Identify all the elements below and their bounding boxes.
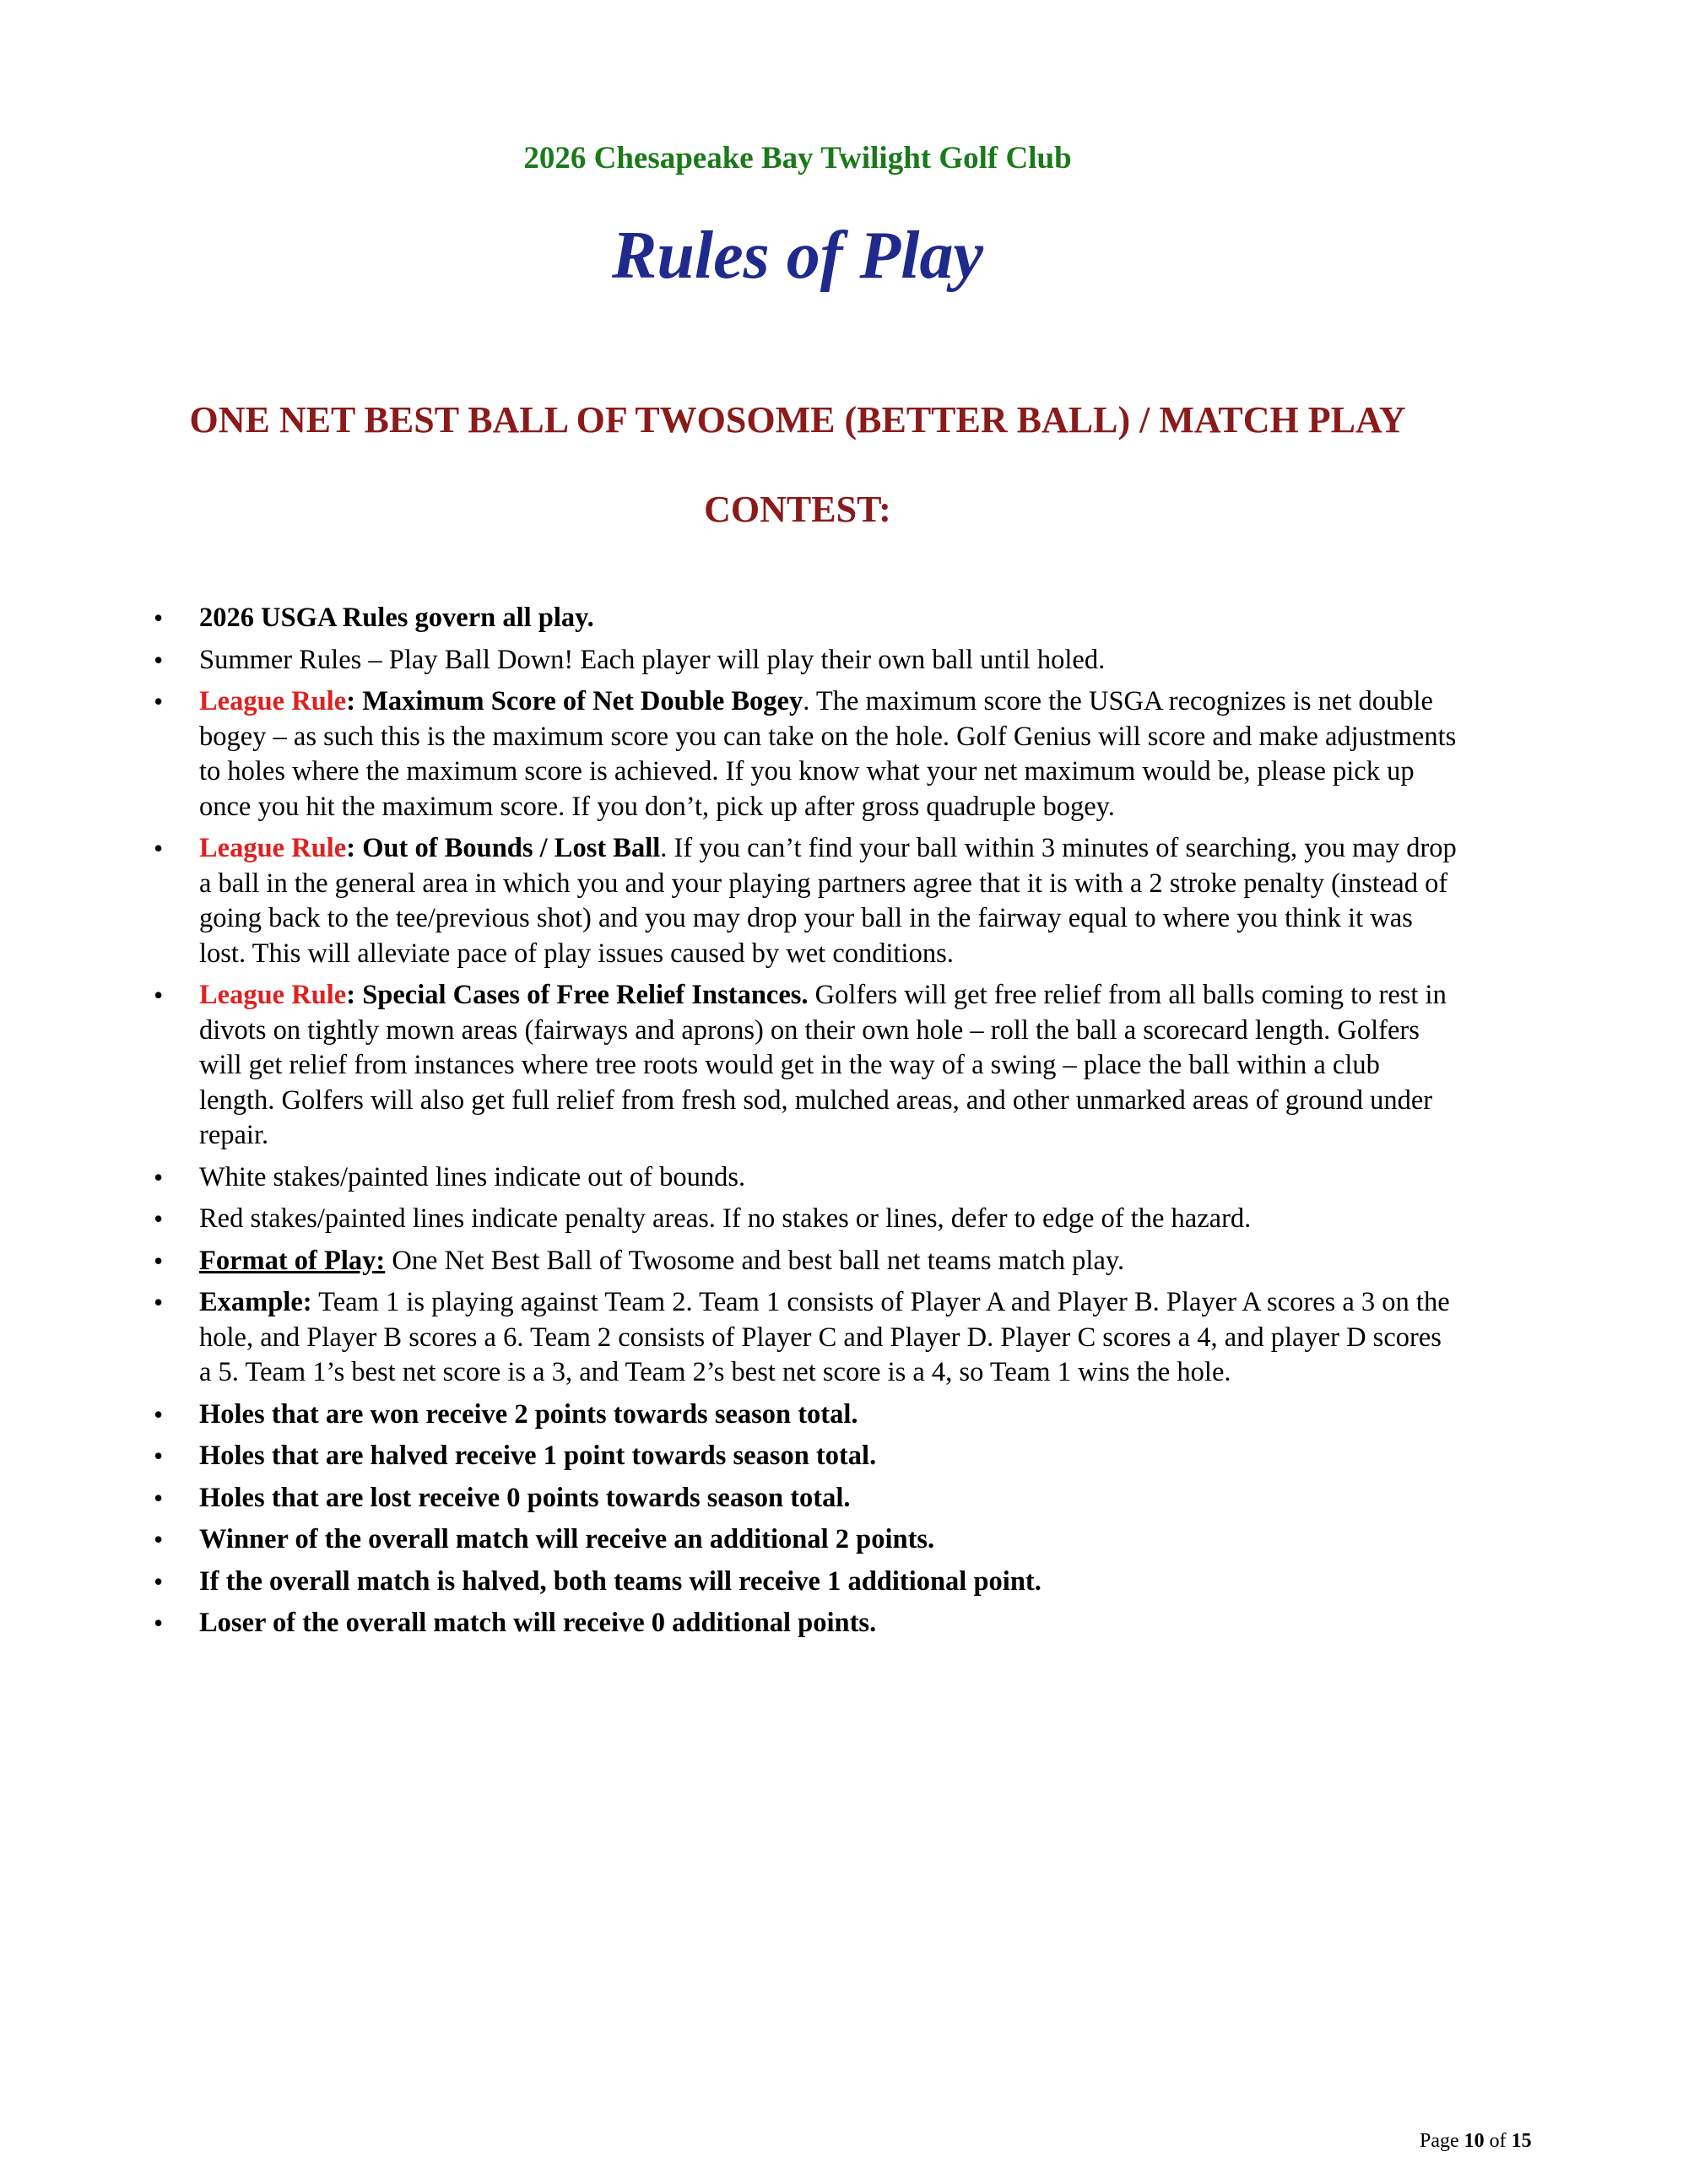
rule-title: Maximum Score of Net Double Bogey [362, 686, 803, 716]
rule-text: 2026 USGA Rules govern all play. [199, 603, 594, 633]
rule-colon: : [346, 686, 363, 716]
rule-text: Golfers will get free relief from all balls coming to rest in divots on tightly mown areas (fairways and aprons) on their own hole – roll the ball a scorecard length. Golfers will get relief from instances where tree roots would get in the way of a swing – place the ball within a club length. Golfers will also get full relief from fresh sod, mulched areas, and other unmarked areas of ground under repair. [199, 980, 1447, 1150]
rule-item-holes-won [135, 1397, 1460, 1433]
of-word: of [1484, 2130, 1512, 2152]
rule-text: White stakes/painted lines indicate out of bounds. [199, 1161, 746, 1192]
rule-text: If the overall match is halved, both teams will receive 1 additional point. [199, 1565, 1041, 1597]
league-rule-label: League Rule [199, 833, 347, 863]
rule-item-usga [135, 601, 1460, 636]
page-title: Rules of Play [612, 219, 983, 293]
rule-item-out-of-bounds [135, 831, 1460, 971]
page-word: Page [1420, 2130, 1464, 2152]
rule-item-match-halved [135, 1565, 1460, 1600]
rule-title: Special Cases of Free Relief Instances. [362, 980, 809, 1010]
rule-item-example [135, 1285, 1460, 1391]
rule-item-white-stakes [135, 1160, 1460, 1196]
page-footer [1420, 2130, 1532, 2153]
rule-colon: : [346, 980, 363, 1010]
page-total: 15 [1511, 2130, 1532, 2152]
rule-text: . The maximum score the USGA recognizes is net double bogey – as such this is the maximum score you can take on the hole. Golf Genius will score and make adjustments to holes where the maximum score is achieved. If you know what your net maximum would be, please pick up once you hit the maximum score. If you don’t, pick up after gross quadruple bogey. [199, 686, 1457, 822]
rule-item-holes-lost [135, 1481, 1460, 1516]
rule-item-holes-halved [135, 1439, 1460, 1474]
rule-item-format [135, 1244, 1460, 1279]
page-number: 10 [1463, 2130, 1485, 2152]
rule-text: Holes that are lost receive 0 points towards season total. [199, 1482, 851, 1513]
rule-title: Out of Bounds / Lost Ball [362, 833, 661, 863]
rule-item-summer [135, 643, 1460, 678]
rule-text: Red stakes/painted lines indicate penalty areas. If no stakes or lines, defer to edge of the hazard. [199, 1203, 1252, 1234]
rule-item-max-score [135, 684, 1460, 824]
rule-item-free-relief [135, 978, 1460, 1154]
rules-list [135, 601, 1460, 1648]
rule-text: Loser of the overall match will receive 0 additional points. [199, 1608, 877, 1638]
rule-title: Format of Play: [199, 1245, 386, 1276]
league-rule-label: League Rule [199, 686, 347, 716]
rule-text: Team 1 is playing against Team 2. Team 1 consists of Player A and Player B. Player A scores a 3 on the hole, and Player B scores a 6. Team 2 consists of Player C and Player D. Player C scores a 4, and player D scores a 5. Team 1’s best net score is a 3, and Team 2’s best net score is a 4, so Team 1 wins the hole. [199, 1287, 1450, 1387]
league-rule-label: League Rule [199, 980, 347, 1010]
rule-text: . If you can’t find your ball within 3 minutes of searching, you may drop a ball in the general area in which you and your playing partners agree that it is with a 2 stroke penalty (instead of going back to the tee/previous shot) and you may drop your ball in the fairway equal to where you think it was lost. This will alleviate pace of play issues caused by wet conditions. [199, 833, 1457, 969]
rule-text: Holes that are halved receive 1 point towards season total. [199, 1441, 877, 1471]
contest-heading-line1: ONE NET BEST BALL OF TWOSOME (BETTER BALL) / MATCH PLAY [189, 399, 1406, 441]
rule-text: Holes that are won receive 2 points towards season total. [199, 1398, 858, 1430]
rule-text: One Net Best Ball of Twosome and best ball net teams match play. [385, 1245, 1125, 1276]
rule-title: Example: [199, 1287, 312, 1317]
club-title: 2026 Chesapeake Bay Twilight Golf Club [523, 141, 1072, 176]
rule-text: Winner of the overall match will receive an additional 2 points. [199, 1524, 935, 1554]
rule-item-match-loser [135, 1606, 1460, 1641]
rule-item-match-winner [135, 1522, 1460, 1558]
rule-colon: : [346, 833, 363, 863]
rule-text: Summer Rules – Play Ball Down! Each player will play their own ball until holed. [199, 644, 1106, 675]
contest-heading-line2: CONTEST: [704, 489, 891, 530]
rule-item-red-stakes [135, 1202, 1460, 1237]
contest-heading [143, 376, 1452, 554]
